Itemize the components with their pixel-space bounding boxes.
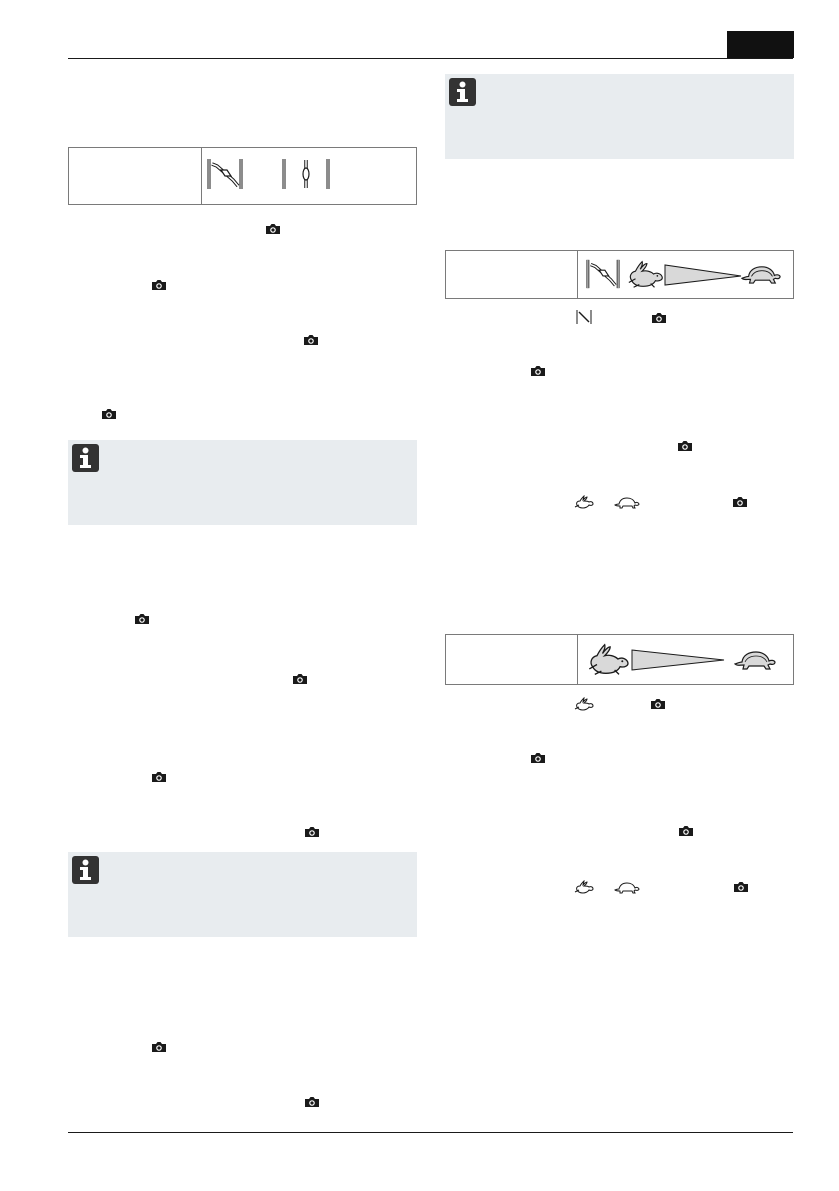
camera-icon [732, 496, 748, 508]
camera-icon [650, 698, 666, 710]
camera-icon [530, 365, 546, 377]
turtle-slow-icon [732, 649, 778, 671]
camera-icon [651, 312, 667, 324]
speed-symbol-table [445, 634, 794, 685]
camera-icon [304, 826, 320, 838]
table-divider [577, 635, 578, 684]
info-icon [72, 444, 99, 472]
table-divider [201, 148, 202, 204]
camera-icon [678, 825, 694, 837]
speed-ramp-icon [631, 648, 725, 672]
valve-symbol-table [68, 147, 417, 205]
table-divider [577, 251, 578, 298]
info-note [68, 440, 417, 525]
info-icon [449, 78, 476, 106]
camera-icon [303, 334, 319, 346]
info-note [68, 852, 417, 937]
camera-icon [677, 440, 693, 452]
rabbit-fast-icon [574, 697, 594, 711]
turtle-slow-icon [614, 882, 640, 894]
turtle-slow-icon [740, 264, 782, 285]
valve-speed-symbol-table [445, 250, 794, 299]
camera-icon [134, 613, 150, 625]
rabbit-fast-icon [586, 642, 630, 676]
header-rule [68, 58, 793, 59]
camera-icon [733, 881, 749, 893]
info-icon [72, 856, 99, 884]
camera-icon [151, 771, 167, 783]
speed-ramp-icon [664, 263, 742, 287]
valve-closed-icon [576, 309, 592, 325]
valve-closed-icon [586, 258, 620, 290]
camera-icon [265, 223, 281, 235]
valve-open-icon [281, 158, 331, 190]
valve-closed-icon [207, 158, 243, 190]
camera-icon [101, 408, 117, 420]
rabbit-fast-icon [574, 880, 594, 894]
page-number-tab [727, 31, 794, 58]
turtle-slow-icon [614, 497, 640, 509]
camera-icon [292, 673, 308, 685]
footer-rule [68, 1132, 793, 1133]
camera-icon [530, 752, 546, 764]
camera-icon [304, 1096, 320, 1108]
rabbit-fast-icon [626, 259, 664, 289]
camera-icon [151, 1041, 167, 1053]
camera-icon [151, 279, 167, 291]
rabbit-fast-icon [574, 495, 594, 509]
info-note [445, 74, 794, 159]
